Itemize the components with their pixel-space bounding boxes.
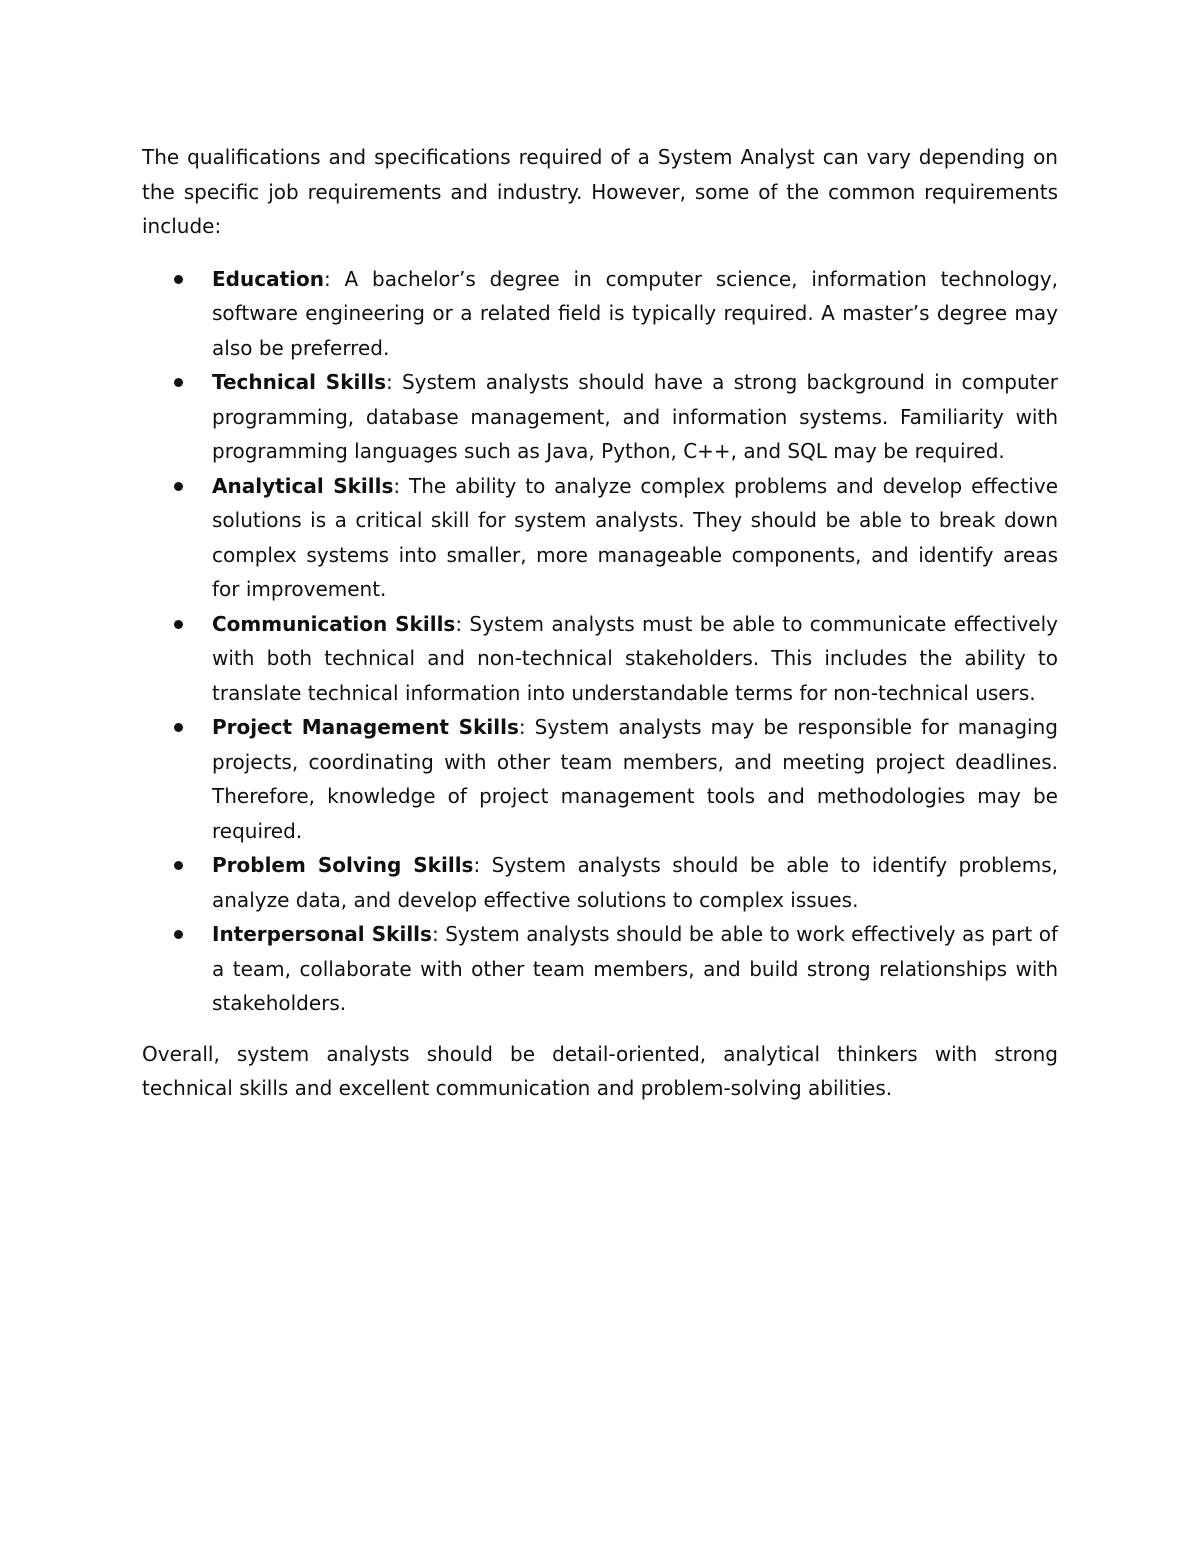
- item-term: Technical Skills: [212, 370, 386, 394]
- item-text: : A bachelor’s degree in computer science, information technology, software engineering or a related field is typically required. A master’s degree may also be preferred.: [212, 266, 1058, 360]
- bullet-icon: [174, 861, 183, 870]
- list-item-communication-skills: [142, 607, 1058, 711]
- list-item-education: [142, 262, 1058, 366]
- bullet-icon: [174, 620, 183, 629]
- bullet-icon: [174, 275, 183, 284]
- list-item-problem-solving-skills: [142, 848, 1058, 917]
- bullet-icon: [174, 482, 183, 491]
- bullet-icon: [174, 930, 183, 939]
- item-text: : The ability to analyze complex problems and develop effective solutions is a critical skill for system analysts. They should be able to break down complex systems into smaller, more manageable components, and identify areas for improvement.: [212, 473, 1058, 601]
- list-item-interpersonal-skills: [142, 917, 1058, 1021]
- item-text: : System analysts should have a strong background in computer programming, database management, and information systems. Familiarity with programming languages such as Java, Python, C++, and SQL may be required.: [212, 370, 1059, 463]
- item-term: Education: [212, 266, 324, 291]
- item-term: Analytical Skills: [212, 473, 394, 498]
- item-term: Problem Solving Skills: [212, 853, 474, 877]
- intro-paragraph: The qualifications and specifications required of a System Analyst can vary depending on the specific job requirements and industry. However, some of the common requirements include:: [142, 145, 1058, 238]
- item-text: : System analysts should be able to work effectively as part of a team, collaborate with other team members, and build strong relationships with stakeholders.: [212, 922, 1058, 1015]
- list-item-technical-skills: [142, 365, 1058, 469]
- item-text: : System analysts should be able to identify problems, analyze data, and develop effective solutions to complex issues.: [212, 853, 1058, 912]
- item-text: : System analysts must be able to communicate effectively with both technical and non-technical stakeholders. This includes the ability to translate technical information into understandable terms for non-technical users.: [212, 611, 1058, 705]
- requirements-list: [142, 262, 1058, 1021]
- bullet-icon: [174, 378, 183, 387]
- list-item-project-management-skills: [142, 710, 1058, 848]
- item-term: Communication Skills: [212, 611, 456, 636]
- item-term: Interpersonal Skills: [212, 922, 432, 946]
- item-text: : System analysts may be responsible for managing projects, coordinating with other team members, and meeting project deadlines. Therefore, knowledge of project management tools and methodologies may be required.: [212, 715, 1058, 843]
- list-item-analytical-skills: [142, 469, 1058, 607]
- document-body: [142, 140, 1058, 1106]
- bullet-icon: [174, 723, 183, 732]
- conclusion-paragraph: Overall, system analysts should be detail-oriented, analytical thinkers with strong technical skills and excellent communication and problem-solving abilities.: [142, 1041, 1058, 1100]
- item-term: Project Management Skills: [212, 715, 519, 739]
